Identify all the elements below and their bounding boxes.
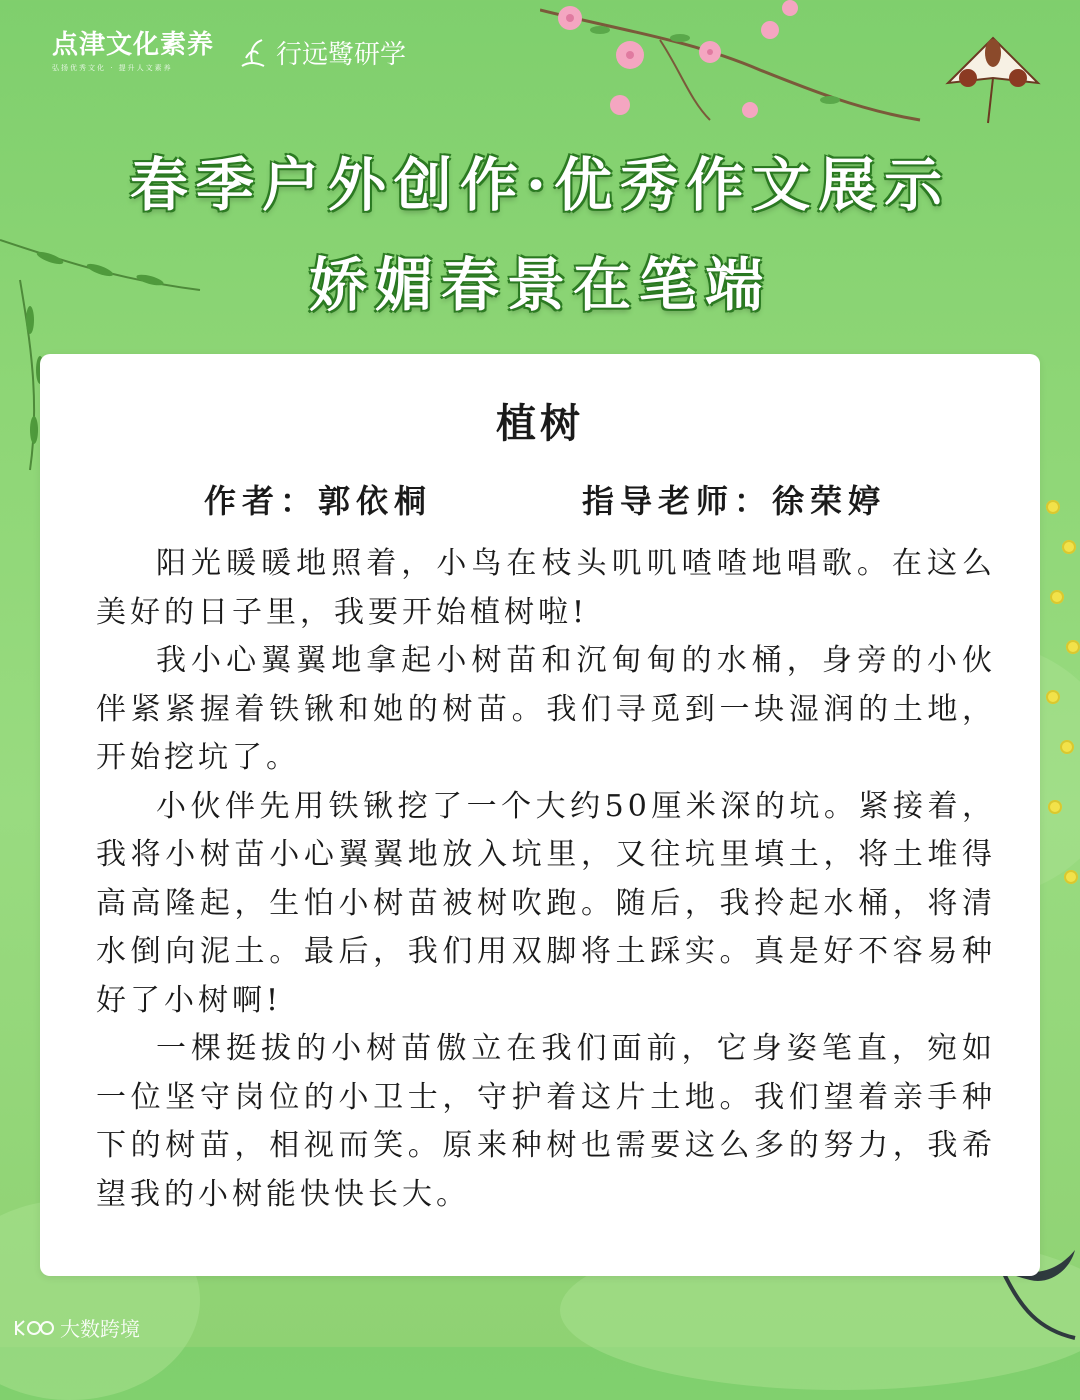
essay-paragraph: 一棵挺拔的小树苗傲立在我们面前，它身姿笔直，宛如一位坚守岗位的小卫士，守护着这片土地。我们望着亲手种下的树苗，相视而笑。原来种树也需要这么多的努力，我希望我的小树能快快长大。 xyxy=(96,1031,996,1212)
essay-card xyxy=(40,354,1040,1276)
watermark-logo-icon xyxy=(14,1317,54,1339)
essay-byline xyxy=(204,476,886,522)
essay-paragraph: 我小心翼翼地拿起小树苗和沉甸甸的水桶，身旁的小伙伴紧紧握着铁锹和她的树苗。我们寻觅到一块湿润的土地，开始挖坑了。 xyxy=(96,643,996,775)
essay-teacher: 指导老师：徐荣婷 xyxy=(582,482,887,520)
egret-logo-icon xyxy=(236,36,268,70)
essay-paragraph: 小伙伴先用铁锹挖了一个大约50厘米深的坑。紧接着，我将小树苗小心翼翼地放入坑里，又往坑里填土，将土堆得高高隆起，生怕小树苗被树吹跑。随后，我拎起水桶，将清水倒向泥土。最后，我们用双脚将土踩实。真是好不容易种好了小树啊! xyxy=(96,788,996,1018)
essay-title: 植树 xyxy=(496,400,584,447)
brand-primary-name: 点津文化素养 xyxy=(52,30,215,60)
brand-secondary-name: 行远鹭研学 xyxy=(276,40,407,70)
brand-secondary xyxy=(236,34,406,71)
headline-line1: 春季户外创作·优秀作文展示 xyxy=(129,151,951,219)
kite-icon xyxy=(938,28,1048,128)
watermark-text: 大数跨境 xyxy=(60,1317,140,1341)
essay-paragraph: 阳光暖暖地照着，小鸟在枝头叽叽喳喳地唱歌。在这么美好的日子里，我要开始植树啦! xyxy=(96,546,996,630)
peach-blossom-branch-icon xyxy=(540,0,940,140)
watermark xyxy=(14,1313,140,1342)
brand-row xyxy=(52,32,406,73)
brand-primary xyxy=(52,32,214,73)
brand-primary-slogan: 弘扬优秀文化 · 提升人文素养 xyxy=(52,64,173,72)
essay-body xyxy=(96,540,996,1219)
headline-line2: 娇媚春景在笔端 xyxy=(308,251,771,319)
essay-author: 作者：郭依桐 xyxy=(204,482,433,520)
